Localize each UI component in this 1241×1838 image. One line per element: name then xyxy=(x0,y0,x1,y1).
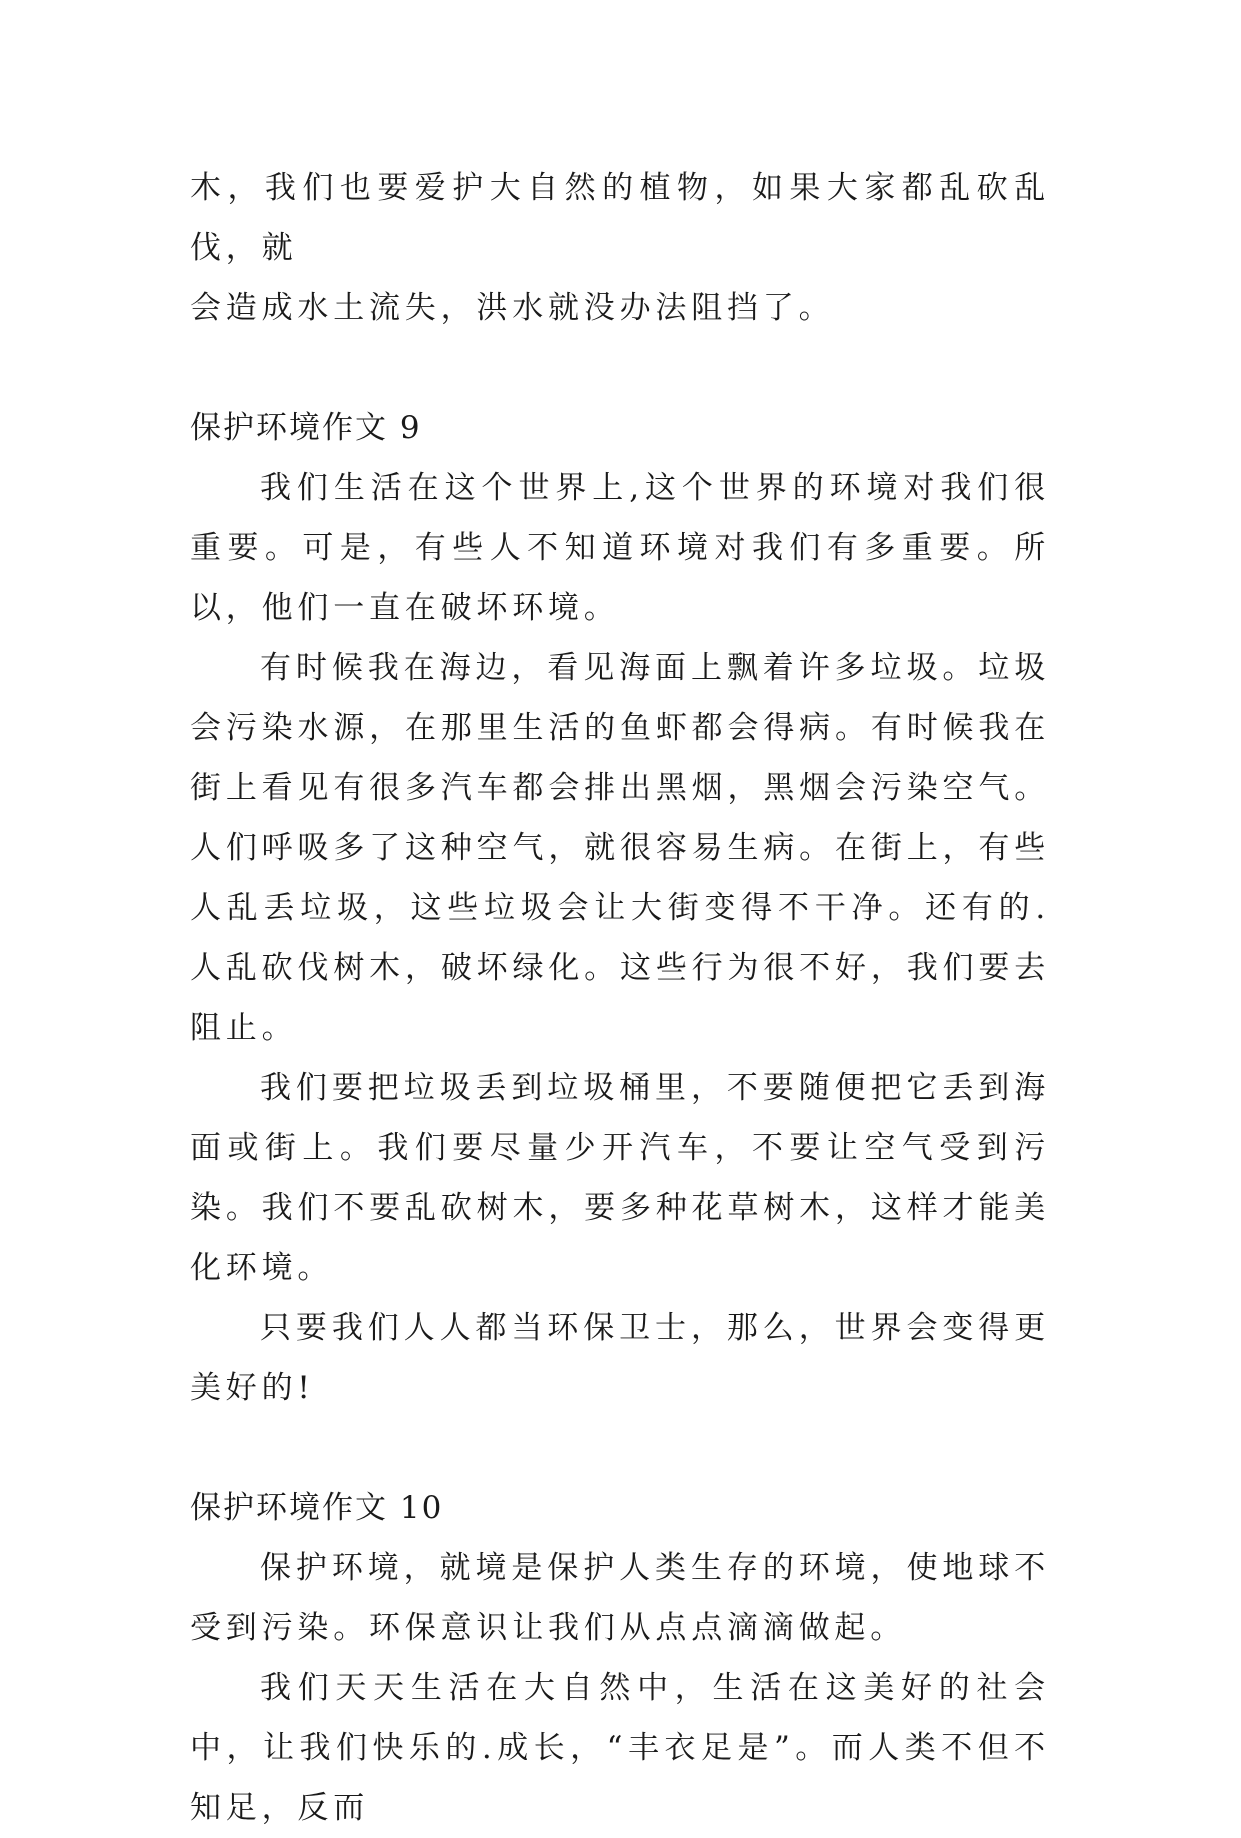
section-9-paragraph-1: 我们生活在这个世界上,这个世界的环境对我们很重要。可是，有些人不知道环境对我们有多重要。所以，他们一直在破坏环境。 xyxy=(190,470,1050,626)
continuation-line-2: 会造成水土流失，洪水就没办法阻挡了。 xyxy=(190,290,835,326)
section-gap xyxy=(190,1418,1050,1478)
section-9-paragraph-4: 只要我们人人都当环保卫士，那么，世界会变得更美好的! xyxy=(190,1310,1050,1406)
section-9-paragraph-3: 我们要把垃圾丢到垃圾桶里，不要随便把它丢到海面或街上。我们要尽量少开汽车，不要让空气受到污染。我们不要乱砍树木，要多种花草树木，这样才能美化环境。 xyxy=(190,1070,1050,1286)
document-body xyxy=(190,158,1050,1838)
section-9-paragraph-2: 有时候我在海边，看见海面上飘着许多垃圾。垃圾会污染水源，在那里生活的鱼虾都会得病。有时候我在街上看见有很多汽车都会排出黑烟，黑烟会污染空气。人们呼吸多了这种空气，就很容易生病。在街上，有些人乱丢垃圾，这些垃圾会让大街变得不干净。还有的.人乱砍伐树木，破坏绿化。这些行为很不好，我们要去阻止。 xyxy=(190,650,1050,1046)
section-9-title: 保护环境作文 9 xyxy=(190,410,422,446)
section-10-paragraph-1: 保护环境，就境是保护人类生存的环境，使地球不受到污染。环保意识让我们从点点滴滴做起。 xyxy=(190,1550,1050,1646)
section-10-paragraph-2: 我们天天生活在大自然中，生活在这美好的社会中，让我们快乐的.成长，“丰衣足是”。而人类不但不知足，反而 xyxy=(190,1670,1050,1826)
section-gap xyxy=(190,338,1050,398)
section-10-title: 保护环境作文 10 xyxy=(190,1490,444,1526)
continuation-line-1: 木，我们也要爱护大自然的植物，如果大家都乱砍乱伐，就 xyxy=(190,170,1050,266)
